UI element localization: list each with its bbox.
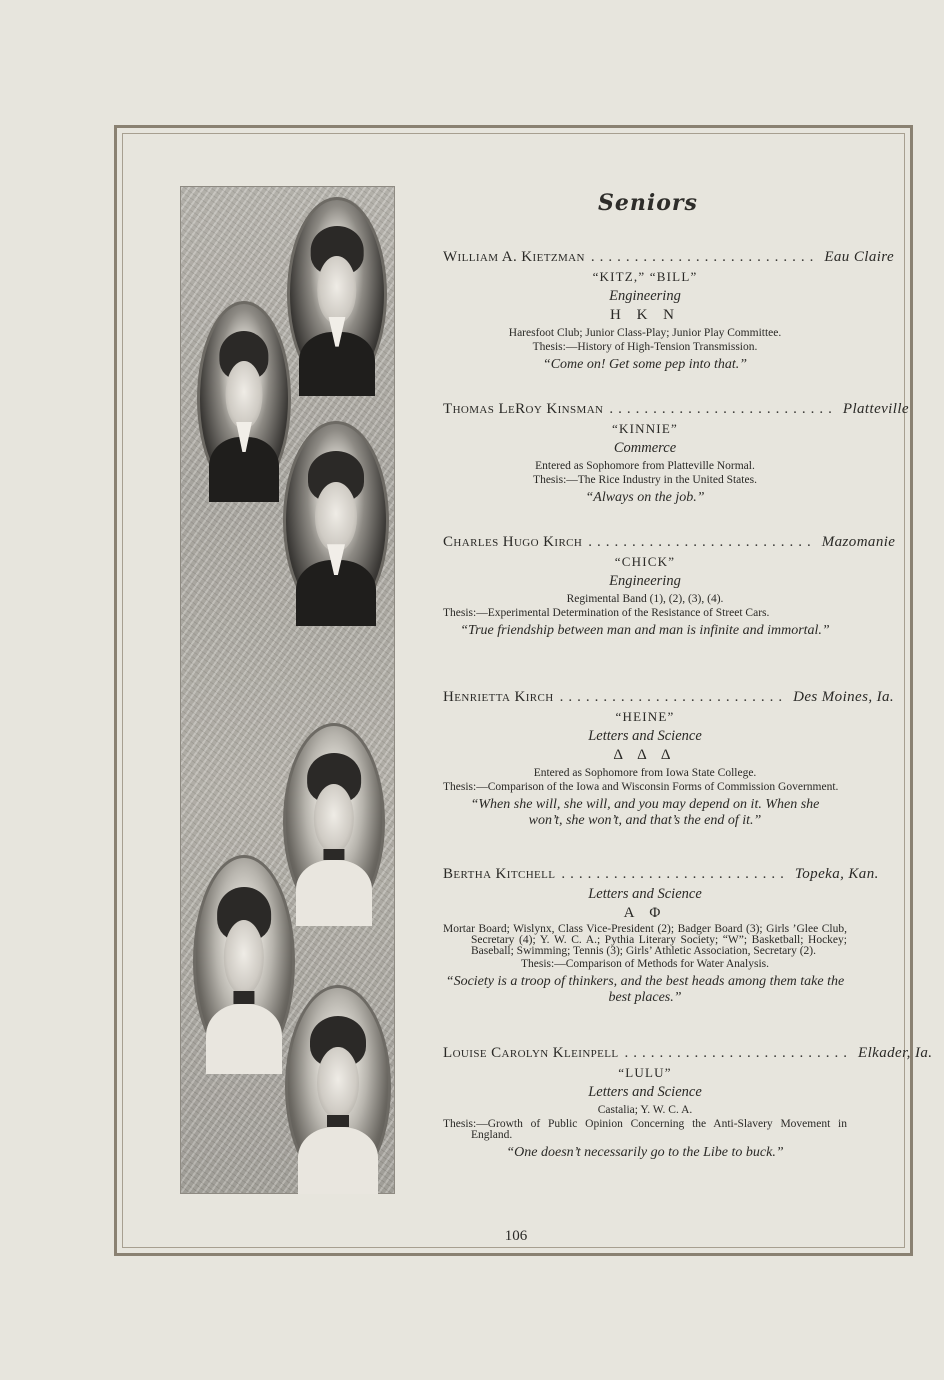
senior-thesis: Thesis:—History of High-Tension Transmission. <box>532 341 758 353</box>
senior-course: Letters and Science <box>588 1084 702 1100</box>
senior-nickname: “KINNIE” <box>612 421 678 436</box>
senior-thesis: Thesis:—Comparison of Methods for Water Analysis. <box>520 958 769 970</box>
senior-hometown: Des Moines, Ia. <box>793 689 895 705</box>
leader-dots: .......................... <box>588 534 816 550</box>
portrait-louise-kleinpell <box>285 985 391 1189</box>
senior-hometown: Mazomanie <box>821 534 896 550</box>
senior-activities: Entered as Sophomore from Platteville Normal. <box>535 460 755 472</box>
senior-name-row <box>443 249 895 266</box>
senior-name-row <box>443 689 895 706</box>
senior-name-row <box>443 534 896 551</box>
senior-entry <box>443 866 879 1006</box>
leader-dots: .......................... <box>609 401 837 417</box>
senior-entry <box>443 1045 933 1161</box>
senior-name: Thomas LeRoy Kinsman <box>443 401 604 417</box>
senior-name: Bertha Kitchell <box>443 866 556 882</box>
senior-nickname: “CHICK” <box>614 554 676 569</box>
senior-course: Letters and Science <box>588 886 702 902</box>
page-heading: Seniors <box>598 190 698 216</box>
leader-dots: .......................... <box>590 249 819 265</box>
senior-thesis: Thesis:—The Rice Industry in the United States. <box>533 474 757 486</box>
senior-course: Commerce <box>613 440 677 456</box>
senior-hometown: Eau Claire <box>824 249 895 265</box>
senior-name-row <box>443 401 909 418</box>
senior-quote: “One doesn’t necessarily go to the Libe to buck.” <box>506 1145 784 1160</box>
senior-nickname: “KITZ,” “BILL” <box>592 269 698 284</box>
senior-name: Charles Hugo Kirch <box>443 534 583 550</box>
senior-fraternity: Δ Δ Δ <box>613 747 677 763</box>
senior-activities: Castalia; Y. W. C. A. <box>597 1104 693 1116</box>
senior-name-row <box>443 866 879 883</box>
senior-activities: Haresfoot Club; Junior Class-Play; Junior Play Committee. <box>508 327 782 339</box>
senior-course: Engineering <box>609 573 681 589</box>
portrait-william-kietzman <box>287 197 387 391</box>
senior-hometown: Platteville <box>842 401 909 417</box>
senior-course: Letters and Science <box>588 728 702 744</box>
leader-dots: .......................... <box>561 866 789 882</box>
portrait-henrietta-kirch <box>283 723 385 921</box>
senior-entry <box>443 249 895 373</box>
senior-name-row <box>443 1045 933 1062</box>
senior-activities: Mortar Board; Wislynx, Class Vice-President (2); Badger Board (3); Girls ’Glee Club, Secretary (4); Y. W. C. A.; Pythia Literary Society; “W”; Basketball; Hockey; Baseball; Swimming; Tennis (3); Girls’ Athletic Association, Secretary (2). <box>443 923 847 957</box>
senior-nickname: “LULU” <box>618 1065 672 1080</box>
page-number: 106 <box>504 1228 528 1244</box>
senior-entry <box>443 689 895 829</box>
leader-dots: .......................... <box>624 1045 853 1061</box>
senior-thesis: Thesis:—Growth of Public Opinion Concerning the Anti-Slavery Movement in England. <box>443 1118 847 1141</box>
portrait-panel <box>180 186 395 1194</box>
portrait-bertha-kitchell <box>193 855 295 1069</box>
senior-thesis: Thesis:—Comparison of the Iowa and Wisconsin Forms of Commission Government. <box>443 781 839 793</box>
senior-quote: “Society is a troop of thinkers, and the best heads among them take the best places.” <box>445 974 845 1005</box>
senior-name: Henrietta Kirch <box>443 689 554 705</box>
senior-course: Engineering <box>609 288 681 304</box>
senior-nickname: “HEINE” <box>615 709 675 724</box>
portrait-thomas-kinsman <box>197 301 291 497</box>
senior-fraternity: Η Κ Ν <box>610 307 680 323</box>
senior-entry <box>443 401 909 506</box>
senior-fraternity: Α Φ <box>623 905 667 921</box>
senior-name: Louise Carolyn Kleinpell <box>443 1045 619 1061</box>
senior-hometown: Topeka, Kan. <box>794 866 879 882</box>
leader-dots: .......................... <box>559 689 788 705</box>
senior-quote: “When she will, she will, and you may depend on it. When she won’t, she won’t, and that’s the end of it.” <box>470 797 820 828</box>
portrait-charles-kirch <box>283 421 389 621</box>
senior-entry <box>443 534 896 639</box>
senior-hometown: Elkader, Ia. <box>858 1045 933 1061</box>
senior-quote: “Always on the job.” <box>585 490 705 505</box>
senior-activities: Entered as Sophomore from Iowa State College. <box>533 767 757 779</box>
senior-quote: “True friendship between man and man is infinite and immortal.” <box>460 623 830 638</box>
senior-thesis: Thesis:—Experimental Determination of the Resistance of Street Cars. <box>443 607 770 619</box>
senior-quote: “Come on! Get some pep into that.” <box>542 357 748 372</box>
senior-name: William A. Kietzman <box>443 249 585 265</box>
senior-activities: Regimental Band (1), (2), (3), (4). <box>566 593 724 605</box>
